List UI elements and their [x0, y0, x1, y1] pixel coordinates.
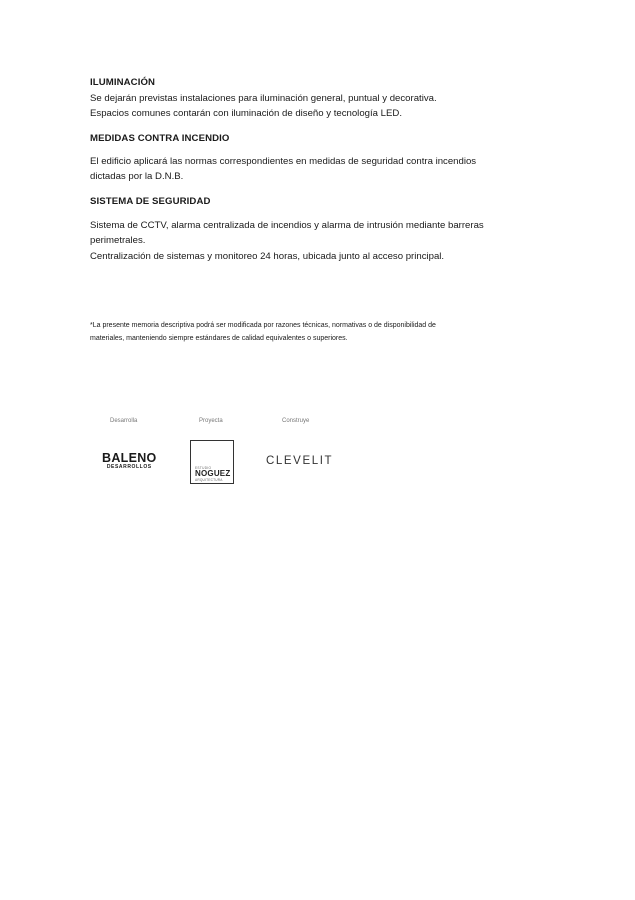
- heading-incendio: MEDIDAS CONTRA INCENDIO: [90, 133, 230, 144]
- iluminacion-line-1: Se dejarán previstas instalaciones para iluminación general, puntual y decorativa.: [90, 93, 437, 104]
- incendio-line-1: El edificio aplicará las normas correspondientes en medidas de seguridad contra incendios: [90, 156, 477, 167]
- caption-proyecta: Proyecta: [199, 418, 223, 424]
- caption-desarrolla: Desarrolla: [110, 418, 138, 424]
- iluminacion-line-2: Espacios comunes contarán con iluminación de diseño y tecnología LED.: [90, 108, 402, 119]
- noguez-logo: [190, 440, 234, 484]
- noguez-logo-bottom: ARQUITECTURA: [195, 478, 223, 482]
- noguez-logo-top: ESTUDIO: [195, 466, 212, 470]
- footnote-line-1: *La presente memoria descriptiva podrá ser modificada por razones técnicas, normativas o de disponibilidad de: [90, 322, 436, 329]
- baleno-logo-main: BALENO: [102, 451, 157, 465]
- baleno-logo: [102, 452, 157, 471]
- heading-seguridad: SISTEMA DE SEGURIDAD: [90, 196, 211, 207]
- baleno-logo-sub: DESARROLLOS: [106, 464, 152, 470]
- noguez-logo-main: NOGUEZ: [195, 469, 231, 478]
- seguridad-line-1: Sistema de CCTV, alarma centralizada de incendios y alarma de intrusión mediante barreras: [90, 220, 484, 231]
- caption-construye: Construye: [282, 418, 310, 424]
- heading-iluminacion: ILUMINACIÓN: [90, 77, 156, 88]
- footnote-line-2: materiales, manteniendo siempre estándares de calidad equivalentes o superiores.: [90, 335, 348, 342]
- seguridad-line-3: Centralización de sistemas y monitoreo 24 horas, ubicada junto al acceso principal.: [90, 251, 445, 262]
- seguridad-line-2: perimetrales.: [90, 235, 146, 246]
- clevelit-logo: CLEVELIT: [266, 455, 334, 467]
- incendio-line-2: dictadas por la D.N.B.: [90, 171, 184, 182]
